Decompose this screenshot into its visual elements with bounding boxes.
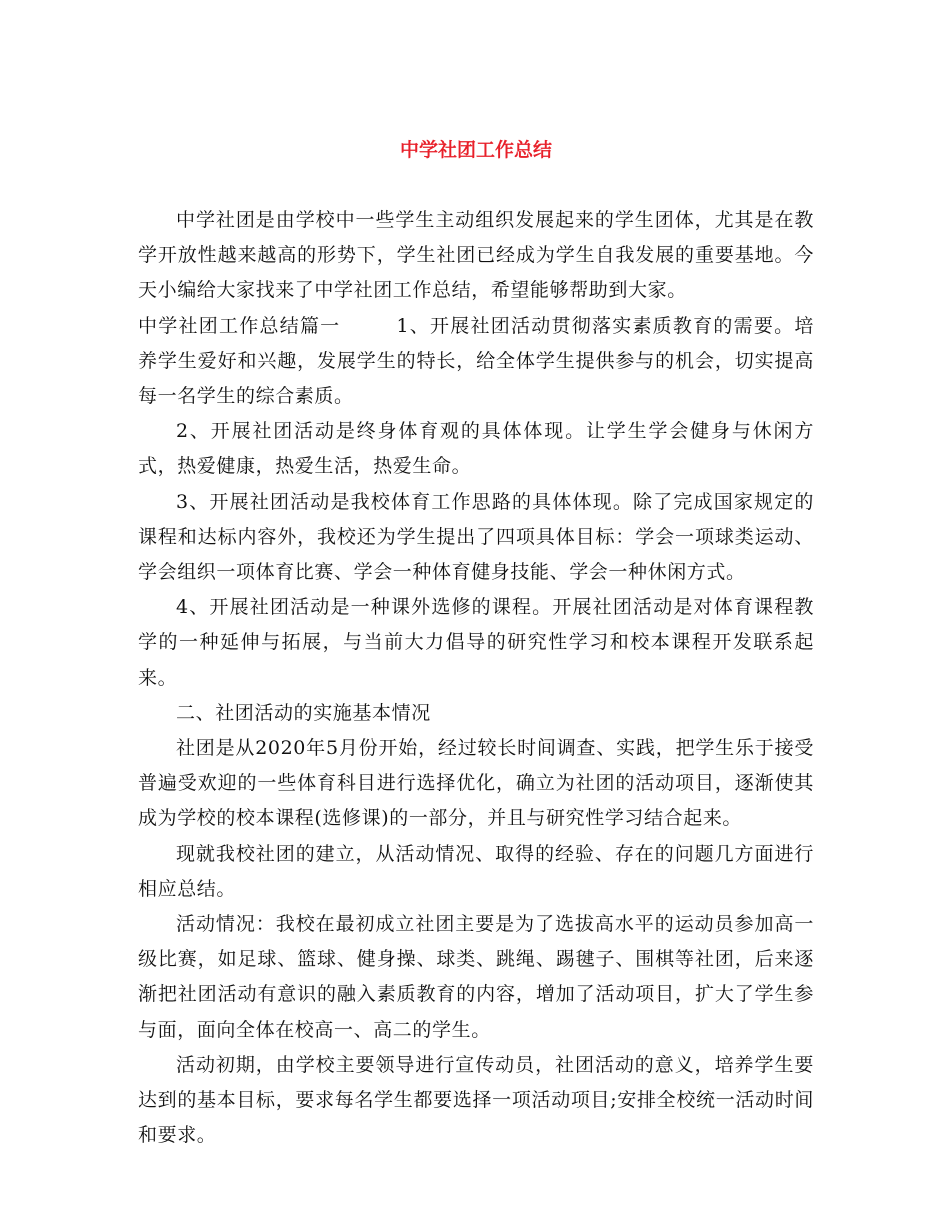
paragraph-point-3: 3、开展社团活动是我校体育工作思路的具体体现。除了完成国家规定的课程和达标内容外，我校还为学生提出了四项具体目标：学会一项球类运动、学会组织一项体育比赛、学会一种体育健身技能、学会一种休闲方式。	[138, 490, 814, 584]
section-one-text: 1、开展社团活动贯彻落实素质教育的需要。培养学生爱好和兴趣，发展学生的特长，给全体学生提供参与的机会，切实提高每一名学生的综合素质。	[138, 314, 814, 408]
paragraph-initial-stage: 活动初期，由学校主要领导进行宣传动员，社团活动的意义，培养学生要达到的基本目标，要求每名学生都要选择一项活动项目;安排全校统一活动时间和要求。	[138, 1053, 814, 1147]
paragraph-point-4: 4、开展社团活动是一种课外选修的课程。开展社团活动是对体育课程教学的一种延伸与拓展，与当前大力倡导的研究性学习和校本课程开发联系起来。	[138, 596, 814, 689]
paragraph-activities: 活动情况：我校在最初成立社团主要是为了选拔高水平的运动员参加高一级比赛，如足球、篮球、健身操、球类、跳绳、踢毽子、围棋等社团，后来逐渐把社团活动有意识的融入素质教育的内容，增加了活动项目，扩大了学生参与面，面向全体在校高一、高二的学生。	[138, 913, 814, 1041]
intro-paragraph: 中学社团是由学校中一些学生主动组织发展起来的学生团体，尤其是在教学开放性越来越高的形势下，学生社团已经成为学生自我发展的重要基地。今天小编给大家找来了中学社团工作总结，希望能够帮助到大家。	[138, 209, 814, 302]
section-two-heading: 二、社团活动的实施基本情况	[176, 701, 431, 724]
document-title: 中学社团工作总结	[399, 139, 552, 161]
section-one-paragraph	[138, 309, 814, 415]
section-heading: 中学社团工作总结篇一	[138, 314, 341, 337]
paragraph-summary-intro: 现就我校社团的建立，从活动情况、取得的经验、存在的问题几方面进行相应总结。	[138, 842, 814, 900]
paragraph-founding: 社团是从2020年5月份开始，经过较长时间调查、实践，把学生乐于接受普遍受欢迎的一些体育科目进行选择优化，确立为社团的活动项目，逐渐使其成为学校的校本课程(选修课)的一部分，并且与研究性学习结合起来。	[138, 737, 814, 830]
paragraph-point-2: 2、开展社团活动是终身体育观的具体体现。让学生学会健身与休闲方式，热爱健康，热爱生活，热爱生命。	[138, 420, 814, 478]
document-body	[138, 203, 814, 1153]
